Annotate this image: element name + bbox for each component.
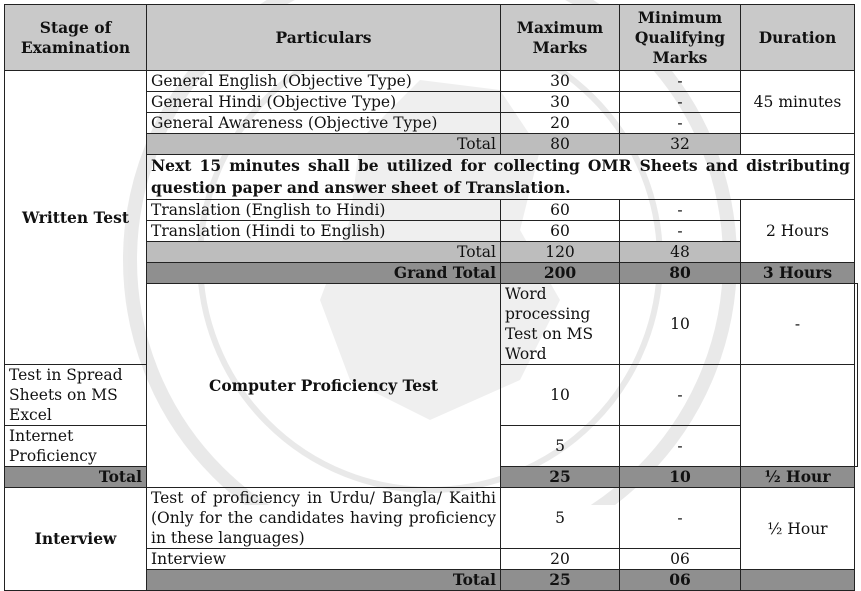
- min-general-english: -: [620, 71, 741, 92]
- part2-total-label: Total: [147, 242, 501, 263]
- interview-total-min: 06: [620, 570, 741, 591]
- max-ms-excel: 10: [501, 365, 620, 426]
- particular-interview: Interview: [147, 549, 501, 570]
- grand-total-min: 80: [620, 263, 741, 284]
- particular-ms-word: Word processing Test on MS Word: [501, 284, 620, 365]
- interview-total-max: 25: [501, 570, 620, 591]
- max-translation-hi-en: 60: [501, 221, 620, 242]
- max-general-awareness: 20: [501, 113, 620, 134]
- header-minimum-qualifying-marks: Minimum Qualifying Marks: [620, 5, 741, 71]
- stage-computer-proficiency: Computer Proficiency Test: [147, 284, 501, 488]
- interview-total-duration: [741, 570, 855, 591]
- particular-translation-en-hi: Translation (English to Hindi): [147, 200, 501, 221]
- max-general-hindi: 30: [501, 92, 620, 113]
- stage-written-test: Written Test: [5, 71, 147, 365]
- min-ms-excel: -: [620, 365, 741, 426]
- header-maximum-marks: Maximum Marks: [501, 5, 620, 71]
- particular-general-english: General English (Objective Type): [147, 71, 501, 92]
- max-translation-en-hi: 60: [501, 200, 620, 221]
- particular-language-proficiency: Test of proficiency in Urdu/ Bangla/ Kaithi (Only for the candidates having proficiency in these languages): [147, 488, 501, 549]
- min-interview: 06: [620, 549, 741, 570]
- max-internet: 5: [501, 426, 620, 467]
- min-general-hindi: -: [620, 92, 741, 113]
- omr-note: Next 15 minutes shall be utilized for collecting OMR Sheets and distributing question paper and answer sheet of Translation.: [147, 155, 855, 200]
- grand-total-duration: 3 Hours: [741, 263, 855, 284]
- stage-interview: Interview: [5, 488, 147, 591]
- particular-internet: Internet Proficiency: [5, 426, 147, 467]
- particular-general-awareness: General Awareness (Objective Type): [147, 113, 501, 134]
- max-ms-word: 10: [620, 284, 741, 365]
- min-translation-hi-en: -: [620, 221, 741, 242]
- computer-total-max: 25: [501, 467, 620, 488]
- max-general-english: 30: [501, 71, 620, 92]
- part1-total-label: Total: [147, 134, 501, 155]
- min-ms-word: -: [741, 284, 855, 365]
- duration-computer-blank: [855, 284, 858, 467]
- part2-total-min: 48: [620, 242, 741, 263]
- max-language-proficiency: 5: [501, 488, 620, 549]
- grand-total-max: 200: [501, 263, 620, 284]
- grand-total-label: Grand Total: [147, 263, 501, 284]
- max-interview: 20: [501, 549, 620, 570]
- header-stage: Stage of Examination: [5, 5, 147, 71]
- min-internet: -: [620, 426, 741, 467]
- part1-total-duration: [741, 134, 855, 155]
- computer-total-min: 10: [620, 467, 741, 488]
- duration-part2: 2 Hours: [741, 200, 855, 263]
- header-particulars: Particulars: [147, 5, 501, 71]
- examination-scheme-table: [4, 4, 858, 591]
- min-language-proficiency: -: [620, 488, 741, 549]
- min-translation-en-hi: -: [620, 200, 741, 221]
- part1-total-max: 80: [501, 134, 620, 155]
- particular-translation-hi-en: Translation (Hindi to English): [147, 221, 501, 242]
- min-general-awareness: -: [620, 113, 741, 134]
- computer-total-label: Total: [5, 467, 147, 488]
- part2-total-max: 120: [501, 242, 620, 263]
- particular-ms-excel: Test in Spread Sheets on MS Excel: [5, 365, 147, 426]
- interview-total-label: Total: [147, 570, 501, 591]
- duration-part1: 45 minutes: [741, 71, 855, 134]
- part1-total-min: 32: [620, 134, 741, 155]
- header-duration: Duration: [741, 5, 855, 71]
- particular-general-hindi: General Hindi (Objective Type): [147, 92, 501, 113]
- computer-total-duration: ½ Hour: [741, 467, 855, 488]
- duration-interview: ½ Hour: [741, 488, 855, 570]
